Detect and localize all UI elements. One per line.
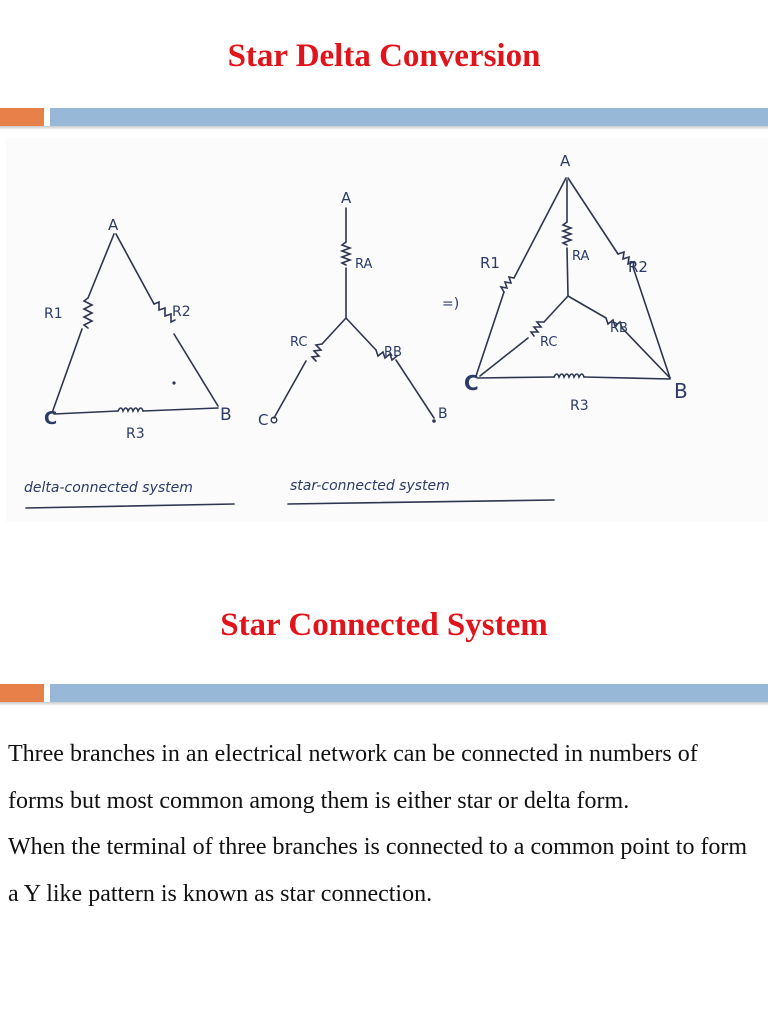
- divider-accent: [0, 684, 44, 702]
- star-caption: star-connected system: [290, 478, 450, 494]
- section-title-text: Star Connected System: [220, 607, 548, 643]
- delta-label-r2: R2: [172, 304, 191, 320]
- divider-accent: [0, 108, 44, 126]
- delta-caption: delta-connected system: [24, 480, 193, 496]
- title-text: Star Delta Conversion: [227, 38, 541, 74]
- combined-node-a: A: [560, 152, 571, 170]
- body-text: [8, 731, 758, 917]
- combined-label-r1: R1: [480, 254, 500, 272]
- combined-label-ra: RA: [572, 249, 590, 264]
- section-title-star-connected: [0, 607, 768, 644]
- star-node-a: A: [341, 189, 352, 207]
- star-label-ra: RA: [355, 257, 373, 272]
- header-divider-bar: [0, 106, 768, 130]
- star-label-rb: RB: [384, 345, 402, 360]
- combined-label-rc: RC: [540, 335, 558, 350]
- slide-title-star-delta: [0, 38, 768, 75]
- combined-node-c: C: [464, 371, 479, 395]
- divider-band: [50, 108, 768, 126]
- star-node-b: B: [438, 406, 448, 422]
- star-delta-diagram: [6, 138, 768, 522]
- delta-label-r1: R1: [44, 306, 63, 322]
- paragraph-forms: Three branches in an electrical network can be connected in numbers of forms but most common among them is either star or delta form.: [8, 741, 698, 814]
- delta-node-a: A: [108, 216, 119, 234]
- delta-label-r3: R3: [126, 426, 145, 442]
- star-node-c: C: [258, 411, 269, 429]
- combined-node-b: B: [674, 379, 688, 403]
- combined-label-r2: R2: [628, 258, 648, 276]
- equivalence-arrow: =): [442, 296, 460, 312]
- section-divider-bar: [0, 682, 768, 706]
- divider-band: [50, 684, 768, 702]
- delta-node-b: B: [220, 405, 232, 425]
- combined-label-r3: R3: [570, 398, 589, 414]
- combined-label-rb: RB: [610, 321, 628, 336]
- paragraph-star-definition: When the terminal of three branches is connected to a common point to form a Y like pattern is known as star connection.: [8, 834, 748, 907]
- star-label-rc: RC: [290, 335, 308, 350]
- delta-node-c: C: [44, 408, 58, 429]
